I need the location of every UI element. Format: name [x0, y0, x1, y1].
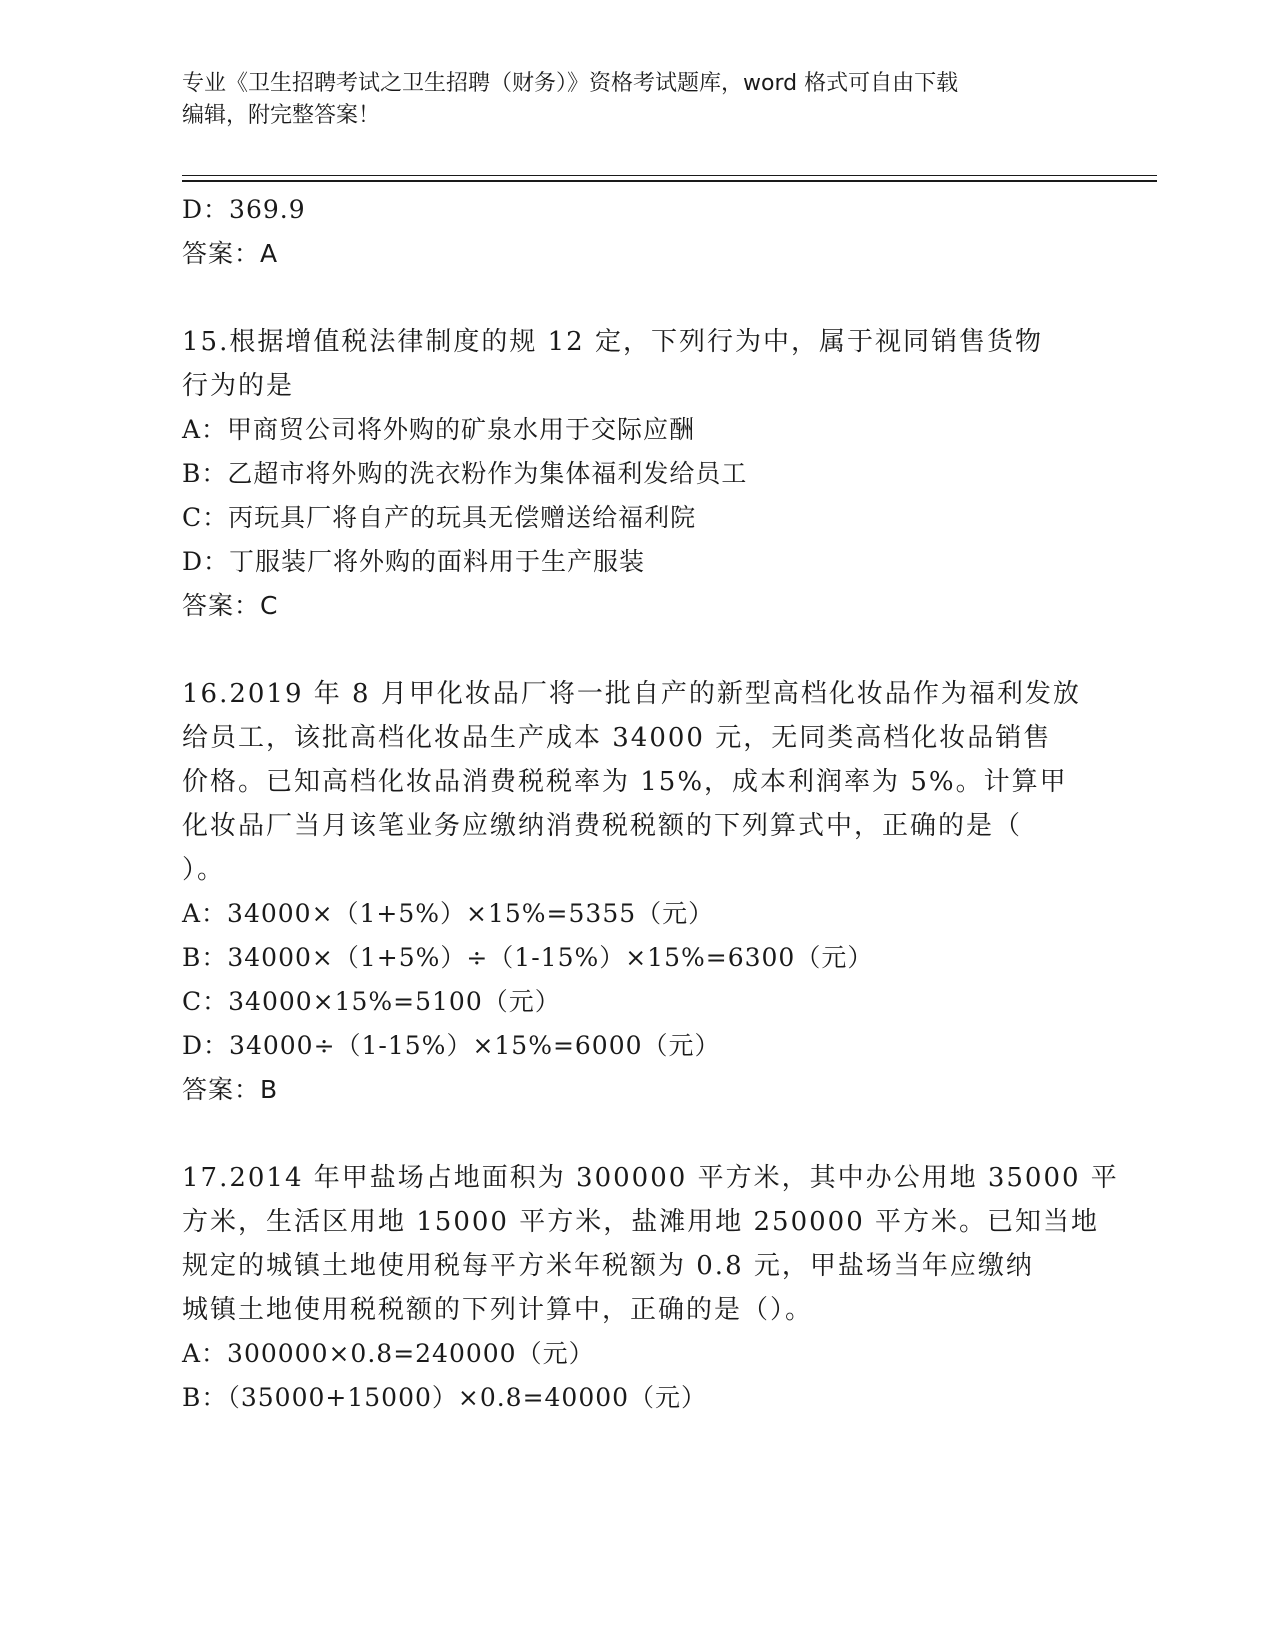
- question-17: [182, 1156, 1119, 1420]
- question-text-line: 城镇土地使用税税额的下列计算中，正确的是（）。: [182, 1295, 814, 1325]
- question-text-line: 16.2019 年 8 月甲化妆品厂将一批自产的新型高档化妆品作为福利发放: [182, 679, 1081, 709]
- header-line-2: 编辑，附完整答案！: [182, 103, 381, 128]
- option-a: A：甲商贸公司将外购的矿泉水用于交际应酬: [182, 415, 696, 444]
- option-c: C：丙玩具厂将自产的玩具无偿赠送给福利院: [182, 503, 697, 532]
- question-text-line: 化妆品厂当月该笔业务应缴纳消费税税额的下列算式中，正确的是（: [182, 811, 1023, 841]
- question-15: [182, 320, 1082, 628]
- question-text-line: 方米，生活区用地 15000 平方米，盐滩用地 250000 平方米。已知当地: [182, 1207, 1100, 1237]
- question-text-line: 价格。已知高档化妆品消费税税率为 15%，成本利润率为 5%。计算甲: [182, 767, 1068, 797]
- answer-line: 答案：B: [182, 1075, 279, 1104]
- question-text-line: 给员工，该批高档化妆品生产成本 34000 元，无同类高档化妆品销售: [182, 723, 1052, 753]
- spacer: [182, 628, 1082, 672]
- spacer: [182, 276, 1082, 320]
- question-14-tail: [182, 188, 1082, 276]
- answer-line: 答案：C: [182, 591, 279, 620]
- question-text-line: 17.2014 年甲盐场占地面积为 300000 平方米，其中办公用地 35000 平: [182, 1163, 1119, 1193]
- option-a: A：300000×0.8=240000（元）: [182, 1339, 595, 1368]
- option-b: B：34000×（1+5%）÷（1-15%）×15%=6300（元）: [182, 943, 874, 972]
- header-line-1: 专业《卫生招聘考试之卫生招聘（财务）》资格考试题库，word 格式可自由下载: [182, 71, 959, 96]
- header-divider-thin: [182, 175, 1157, 176]
- option-b: B：（35000+15000）×0.8=40000（元）: [182, 1383, 708, 1412]
- spacer: [182, 1112, 1082, 1156]
- question-text-line: ）。: [182, 855, 226, 885]
- option-d: D：369.9: [182, 195, 306, 224]
- question-16: [182, 672, 1082, 1112]
- question-text-line: 规定的城镇土地使用税每平方米年税额为 0.8 元，甲盐场当年应缴纳: [182, 1251, 1034, 1281]
- question-text-line: 行为的是: [182, 371, 295, 401]
- question-text-line: 15.根据增值税法律制度的规 12 定，下列行为中，属于视同销售货物: [182, 327, 1043, 357]
- option-c: C：34000×15%=5100（元）: [182, 987, 561, 1016]
- option-b: B：乙超市将外购的洗衣粉作为集体福利发给员工: [182, 459, 748, 488]
- document-body: [182, 188, 1119, 1420]
- header-divider-thick: [182, 180, 1157, 182]
- option-d: D：丁服装厂将外购的面料用于生产服装: [182, 547, 646, 576]
- option-d: D：34000÷（1-15%）×15%=6000（元）: [182, 1031, 721, 1060]
- answer-line: 答案：A: [182, 239, 279, 268]
- option-a: A：34000×（1+5%）×15%=5355（元）: [182, 899, 715, 928]
- document-header: [182, 68, 1062, 132]
